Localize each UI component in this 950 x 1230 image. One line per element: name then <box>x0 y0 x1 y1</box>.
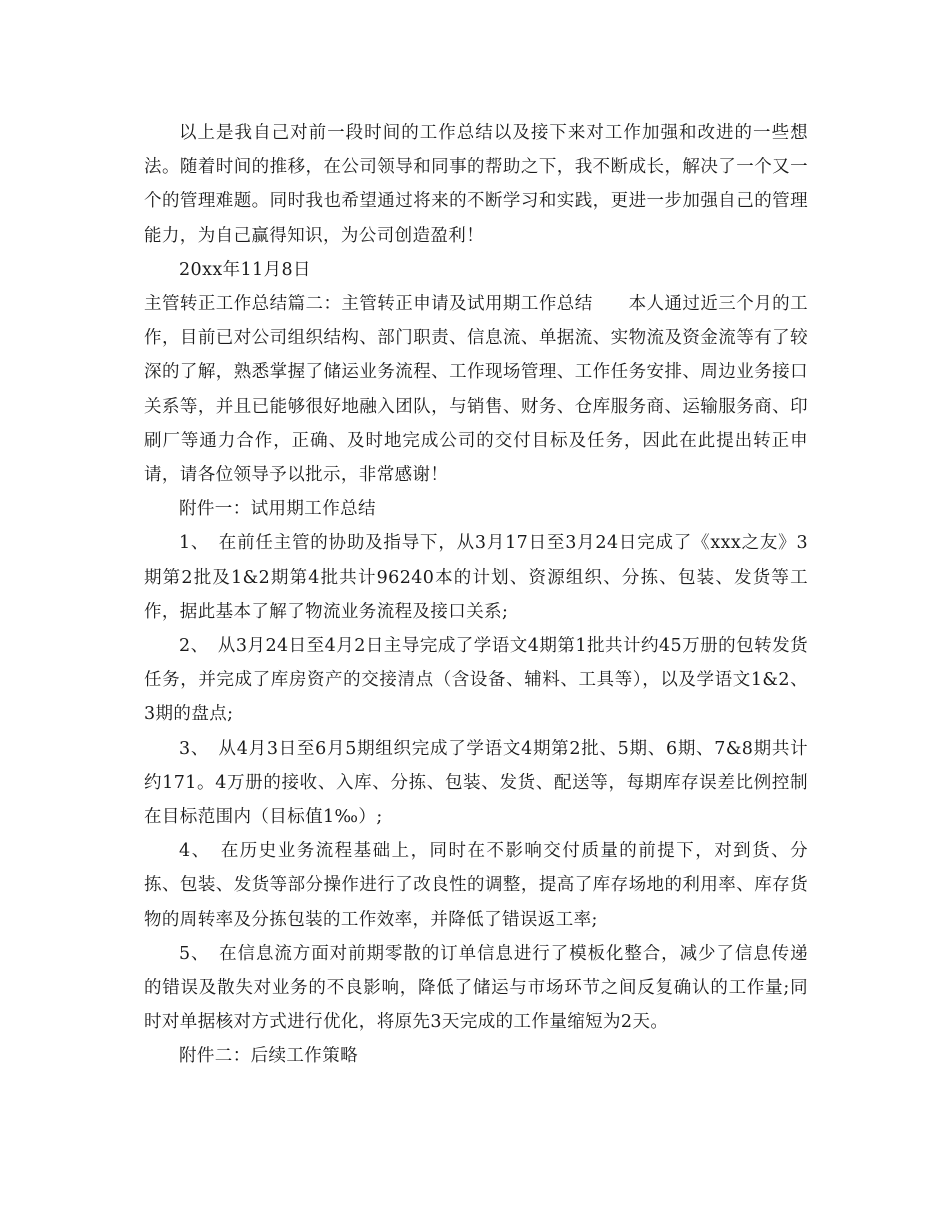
list-item-1: 1、 在前任主管的协助及指导下，从3月17日至3月24日完成了《xxx之友》3期第2批及1&2期第4批共计96240本的计划、资源组织、分拣、包装、发货等工作，据此基本了解了物流业务流程及接口关系; <box>144 533 808 622</box>
heading-attachment-one: 附件一：试用期工作总结 <box>179 499 376 520</box>
heading-attachment-two: 附件二：后续工作策略 <box>179 1046 358 1067</box>
list-item-3: 3、 从4月3日至6月5期组织完成了学语文4期第2批、5期、6期、7&8期共计约171。4万册的接收、入库、分拣、包装、发货、配送等，每期库存误差比例控制在目标范围内（目标值1‰）; <box>144 738 808 828</box>
paragraph-part-two-intro: 主管转正工作总结篇二：主管转正申请及试用期工作总结 本人通过近三个月的工作，目前已对公司组织结构、部门职责、信息流、单据流、实物流及资金流等有了较深的了解，熟悉掌握了储运业务流程、工作现场管理、工作任务安排、周边业务接口关系等，并且已能够很好地融入团队，与销售、财务、仓库服务商、运输服务商、印刷厂等通力合作，正确、及时地完成公司的交付目标及任务，因此在此提出转正申请，请各位领导予以批示，非常感谢！ <box>144 294 808 486</box>
list-item-4: 4、 在历史业务流程基础上，同时在不影响交付质量的前提下，对到货、分拣、包装、发货等部分操作进行了改良性的调整，提高了库存场地的利用率、库存货物的周转率及分拣包装的工作效率，并降低了错误返工率; <box>144 841 808 930</box>
paragraph-date: 20xx年11月8日 <box>179 259 311 280</box>
list-item-5: 5、 在信息流方面对前期零散的订单信息进行了模板化整合，减少了信息传递的错误及散失对业务的不良影响，降低了储运与市场环节之间反复确认的工作量;同时对单据核对方式进行优化，将原先3天完成的工作量缩短为2天。 <box>144 943 808 1033</box>
paragraph-closing-summary: 以上是我自己对前一段时间的工作总结以及接下来对工作加强和改进的一些想法。随着时间的推移，在公司领导和同事的帮助之下，我不断成长，解决了一个又一个的管理难题。同时我也希望通过将来的不断学习和实践，更进一步加强自己的管理能力，为自己赢得知识，为公司创造盈利！ <box>144 123 808 246</box>
list-item-2: 2、 从3月24日至4月2日主导完成了学语文4期第1批共计约45万册的包转发货任务，并完成了库房资产的交接清点（含设备、辅料、工具等），以及学语文1&2、3期的盘点; <box>144 636 808 725</box>
document-body <box>144 116 808 1074</box>
